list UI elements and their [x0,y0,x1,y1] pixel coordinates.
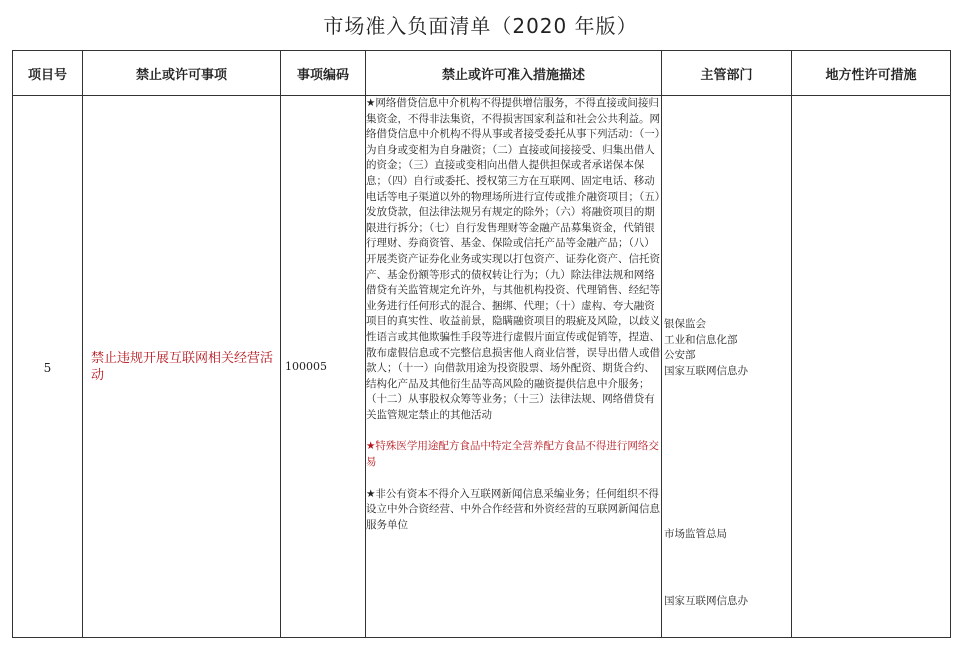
header-item-code: 事项编码 [281,51,366,96]
cell-item-name [83,96,281,638]
department-item: 国家互联网信息办 [664,595,748,607]
header-item-name: 禁止或许可事项 [83,51,281,96]
page-title: 市场准入负面清单（2020 年版） [323,14,638,38]
measure-text-internet-news: ★非公有资本不得介入互联网新闻信息采编业务；任何组织不得设立中外合资经营、中外合作经营和外资经营的互联网新闻信息服务单位 [366,487,660,531]
department-item: 公安部 [664,349,696,362]
header-item-no: 项目号 [13,51,83,96]
item-code: 100005 [285,360,327,373]
cell-local-measures [792,96,951,638]
cell-department [662,96,792,638]
negative-list-table [12,50,951,638]
measure-text-medical-food: ★特殊医学用途配方食品中特定全营养配方食品不得进行网络交易 [366,440,659,469]
cell-item-code [281,96,366,638]
item-no: 5 [43,361,52,375]
department-group-internet-news [664,594,789,610]
department-item: 银保监会 [664,318,706,330]
header-local-measures: 地方性许可措施 [792,51,951,96]
department-group-medical-food [664,527,789,543]
department-group-p2p [664,317,789,379]
measure-text-p2p-lending: ★网络借贷信息中介机构不得提供增信服务，不得直接或间接归集资金，不得非法集资，不得损害国家利益和社会公共利益。网络借贷信息中介机构不得从事或者接受委托从事下列活动：（一）为自身或变相为自身融资；（二）直接或间接接受、归集出借人的资金；（三）直接或变相向出借人提供担保或者承诺保本保息；（四）自行或委托、授权第三方在互联网、固定电话、移动电话等电子渠道以外的物理场所进行宣传或推介融资项目；（五）发放贷款，但法律法规另有规定的除外；（六）将融资项目的期限进行拆分；（七）自行发售理财等金融产品募集资金，代销银行理财、券商资管、基金、保险或信托产品等金融产品；（八）开展类资产证券化业务或实现以打包资产、证券化资产、信托资产、基金份额等形式的债权转让行为；（九）除法律法规和网络借贷有关监管规定允许外，与其他机构投资、代理销售、经纪等业务进行任何形式的混合、捆绑、代理；（十）虚构、夸大融资项目的真实性、收益前景，隐瞒融资项目的瑕疵及风险，以歧义性语言或其他欺骗性手段等进行虚假片面宣传或促销等，捏造、散布虚假信息或不完整信息损害他人商业信誉，误导出借人或借款人；（十一）向借款用途为投资股票、场外配资、期货合约、结构化产品及其他衍生品等高风险的融资提供信息中介服务；（十二）从事股权众筹等业务；（十三）法律法规、网络借贷有关监管规定禁止的其他活动 [366,97,660,421]
table-header-row [13,51,951,96]
department-item: 市场监管总局 [664,528,727,540]
department-item: 国家互联网信息办 [664,364,748,377]
header-department: 主管部门 [662,51,792,96]
table-row [13,96,951,638]
item-name: 禁止违规开展互联网相关经营活动 [91,350,274,383]
department-item: 工业和信息化部 [664,333,738,346]
cell-item-no [13,96,83,638]
header-measures: 禁止或许可准入措施描述 [366,51,662,96]
cell-measures [366,96,662,638]
